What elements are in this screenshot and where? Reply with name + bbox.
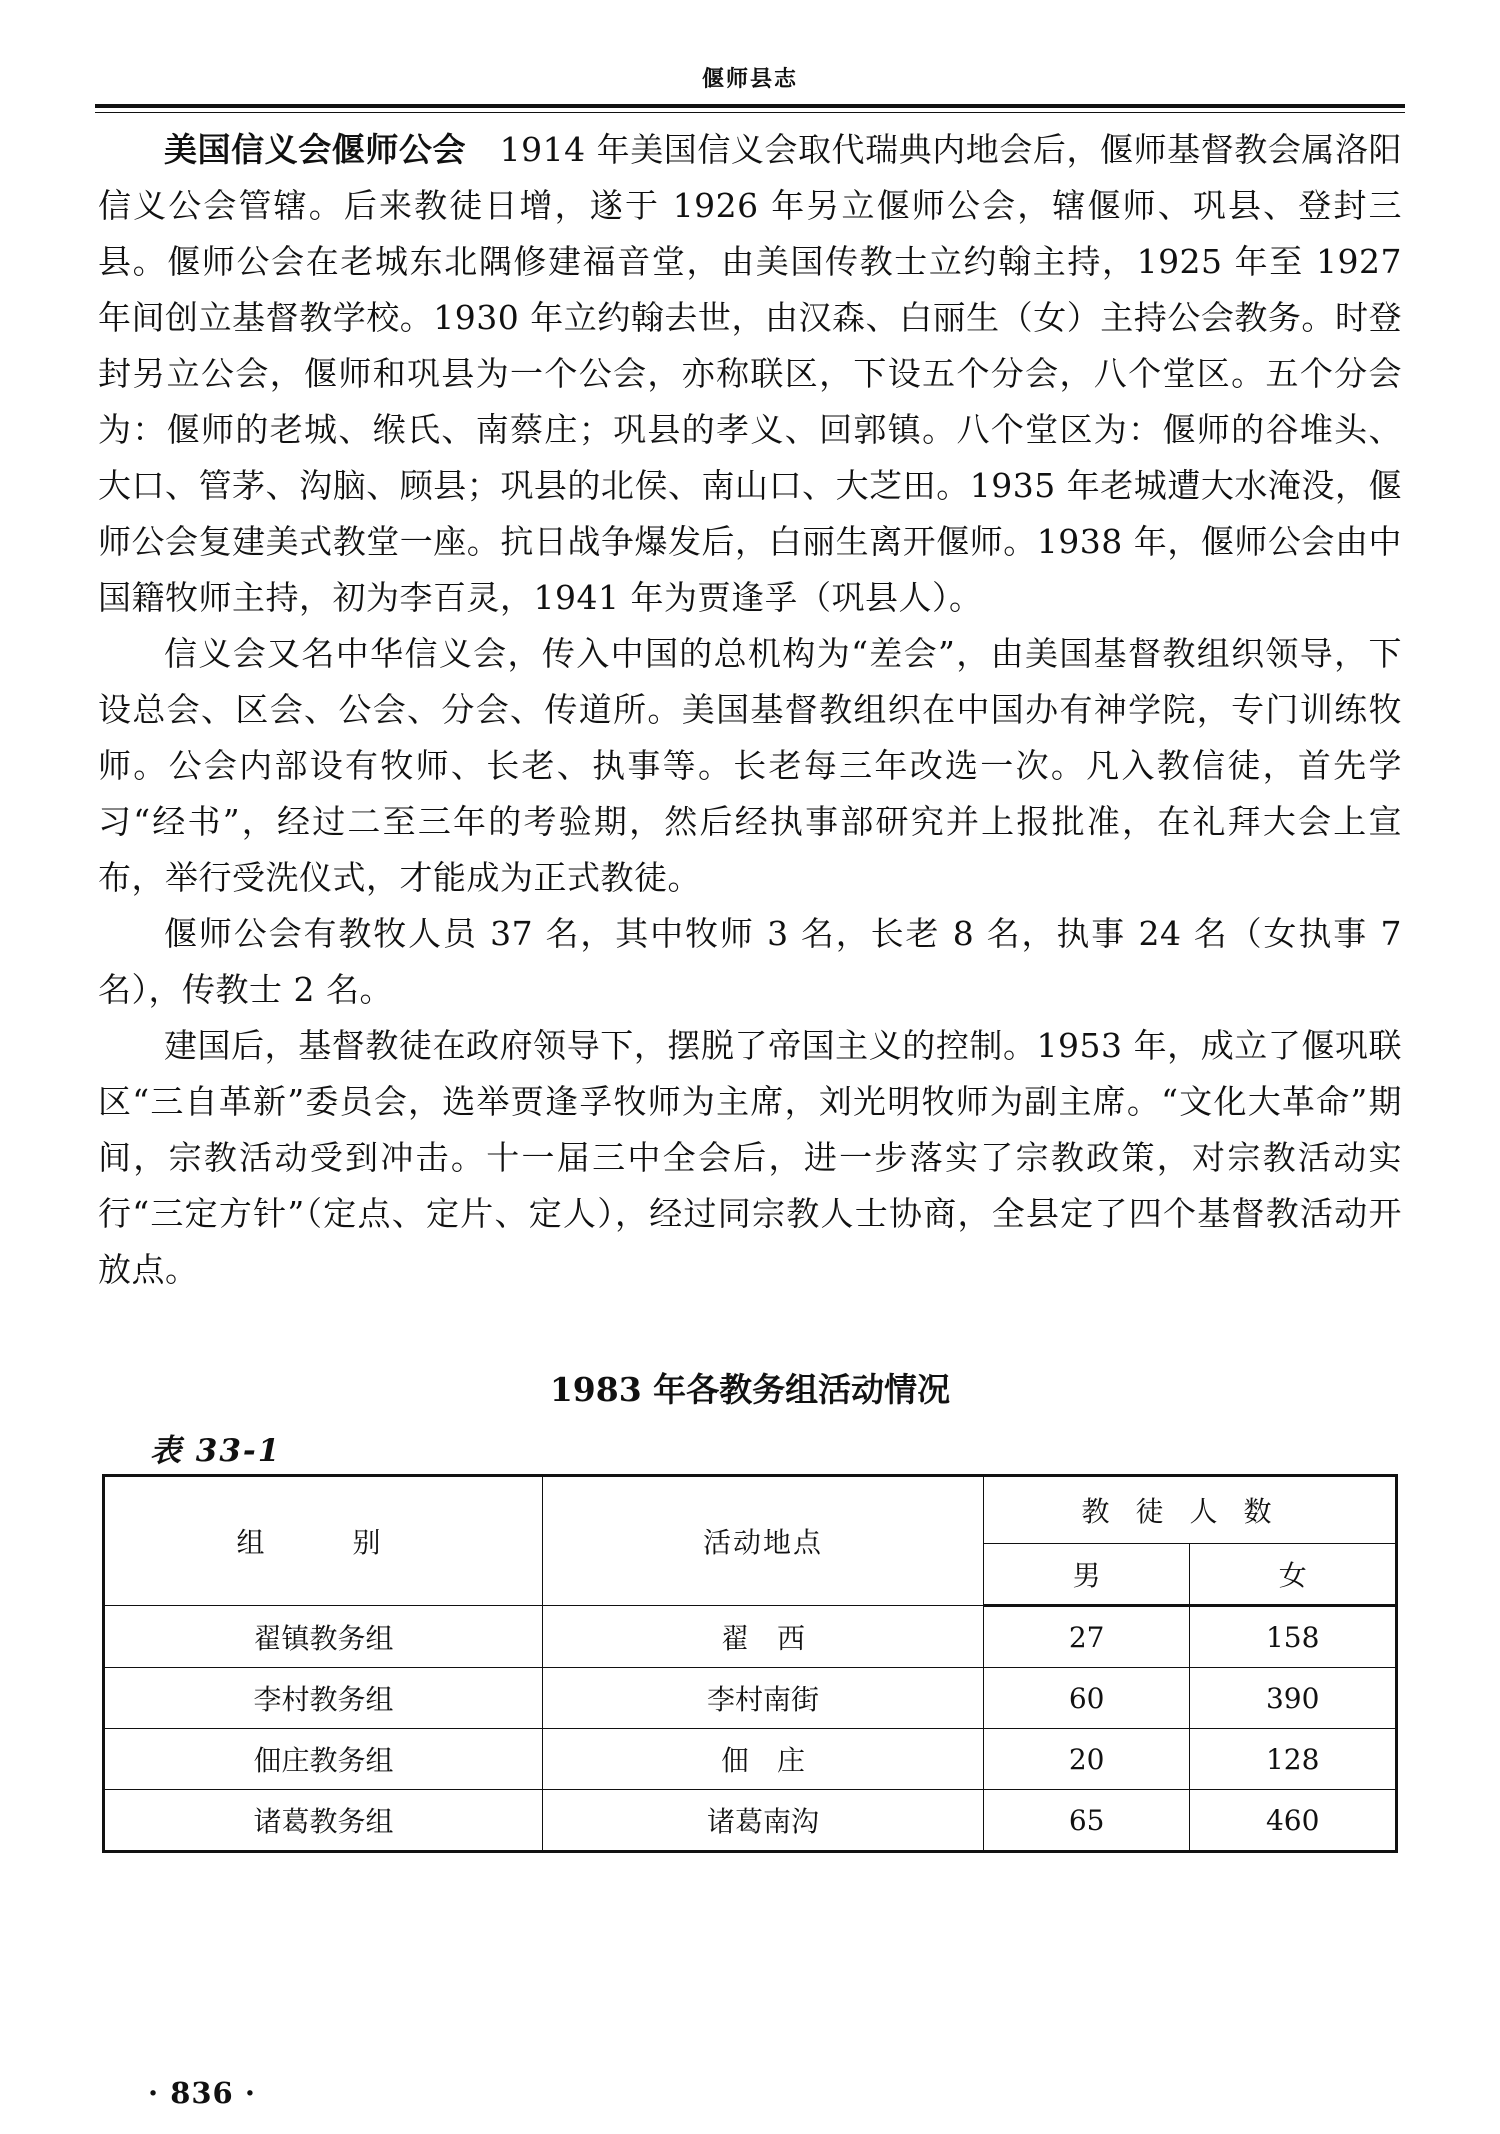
table-row xyxy=(104,1668,1397,1729)
cell-male: 60 xyxy=(983,1668,1190,1729)
header-location: 活动地点 xyxy=(543,1476,984,1606)
cell-female: 128 xyxy=(1190,1729,1397,1790)
cell-male: 27 xyxy=(983,1606,1190,1668)
cell-location: 李村南街 xyxy=(543,1668,984,1729)
cell-group: 佃庄教务组 xyxy=(104,1729,543,1790)
activity-table xyxy=(102,1474,1398,1853)
header-rule-thick xyxy=(95,104,1405,108)
cell-female: 158 xyxy=(1190,1606,1397,1668)
cell-group: 翟镇教务组 xyxy=(104,1606,543,1668)
running-header: 偃师县志 xyxy=(701,66,798,92)
cell-group: 李村教务组 xyxy=(104,1668,543,1729)
header-female: 女 xyxy=(1190,1544,1397,1606)
table-number-label: 表 33-1 xyxy=(150,1433,282,1469)
cell-male: 65 xyxy=(983,1790,1190,1852)
paragraph-1-text: 1914 年美国信义会取代瑞典内地会后，偃师基督教会属洛阳信义公会管辖。后来教徒日增，遂于 1926 年另立偃师公会，辖偃师、巩县、登封三县。偃师公会在老城东北隅修建福音堂，由美国传教士立约翰主持，1925 年至 1927 年间创立基督教学校。1930 年立约翰去世，由汉森、白丽生（女）主持公会教务。时登封另立公会，偃师和巩县为一个公会，亦称联区，下设五个分会，八个堂区。五个分会为：偃师的老城、缑氏、南蔡庄；巩县的孝义、回郭镇。八个堂区为：偃师的谷堆头、大口、管茅、沟脑、顾县；巩县的北侯、南山口、大芝田。1935 年老城遭大水淹没，偃师公会复建美式教堂一座。抗日战争爆发后，白丽生离开偃师。1938 年，偃师公会由中国籍牧师主持，初为李百灵，1941 年为贾逢孚（巩县人）。 xyxy=(98,130,1403,617)
cell-location: 佃 庄 xyxy=(543,1729,984,1790)
paragraph-4: 建国后，基督教徒在政府领导下，摆脱了帝国主义的控制。1953 年，成立了偃巩联区“三自革新”委员会，选举贾逢孚牧师为主席，刘光明牧师为副主席。“文化大革命”期间，宗教活动受到冲击。十一届三中全会后，进一步落实了宗教政策，对宗教活动实行“三定方针”（定点、定片、定人），经过同宗教人士协商，全县定了四个基督教活动开放点。 xyxy=(98,1026,1402,1289)
table-row xyxy=(104,1606,1397,1668)
paragraph-lead-heading: 美国信义会偃师公会 xyxy=(164,130,467,169)
header-believers: 教徒人数 xyxy=(983,1476,1396,1544)
cell-location: 翟 西 xyxy=(543,1606,984,1668)
cell-female: 460 xyxy=(1190,1790,1397,1852)
cell-group: 诸葛教务组 xyxy=(104,1790,543,1852)
page-number: · 836 · xyxy=(148,2076,256,2110)
table-row xyxy=(104,1729,1397,1790)
table-header-row xyxy=(104,1476,1397,1544)
header-male: 男 xyxy=(983,1544,1190,1606)
cell-male: 20 xyxy=(983,1729,1190,1790)
paragraph-3: 偃师公会有教牧人员 37 名，其中牧师 3 名，长老 8 名，执事 24 名（女执事 7 名），传教士 2 名。 xyxy=(98,914,1402,1009)
table-title: 1983 年各教务组活动情况 xyxy=(549,1370,951,1409)
cell-location: 诸葛南沟 xyxy=(543,1790,984,1852)
body-text xyxy=(98,122,1402,1298)
paragraph-1 xyxy=(98,122,1402,626)
cell-female: 390 xyxy=(1190,1668,1397,1729)
header-group: 组 别 xyxy=(104,1476,543,1606)
paragraph-2: 信义会又名中华信义会，传入中国的总机构为“差会”，由美国基督教组织领导，下设总会、区会、公会、分会、传道所。美国基督教组织在中国办有神学院，专门训练牧师。公会内部设有牧师、长老、执事等。长老每三年改选一次。凡入教信徒，首先学习“经书”，经过二至三年的考验期，然后经执事部研究并上报批准，在礼拜大会上宣布，举行受洗仪式，才能成为正式教徒。 xyxy=(98,634,1402,897)
header-rule-thin xyxy=(95,112,1405,113)
table-row xyxy=(104,1790,1397,1852)
